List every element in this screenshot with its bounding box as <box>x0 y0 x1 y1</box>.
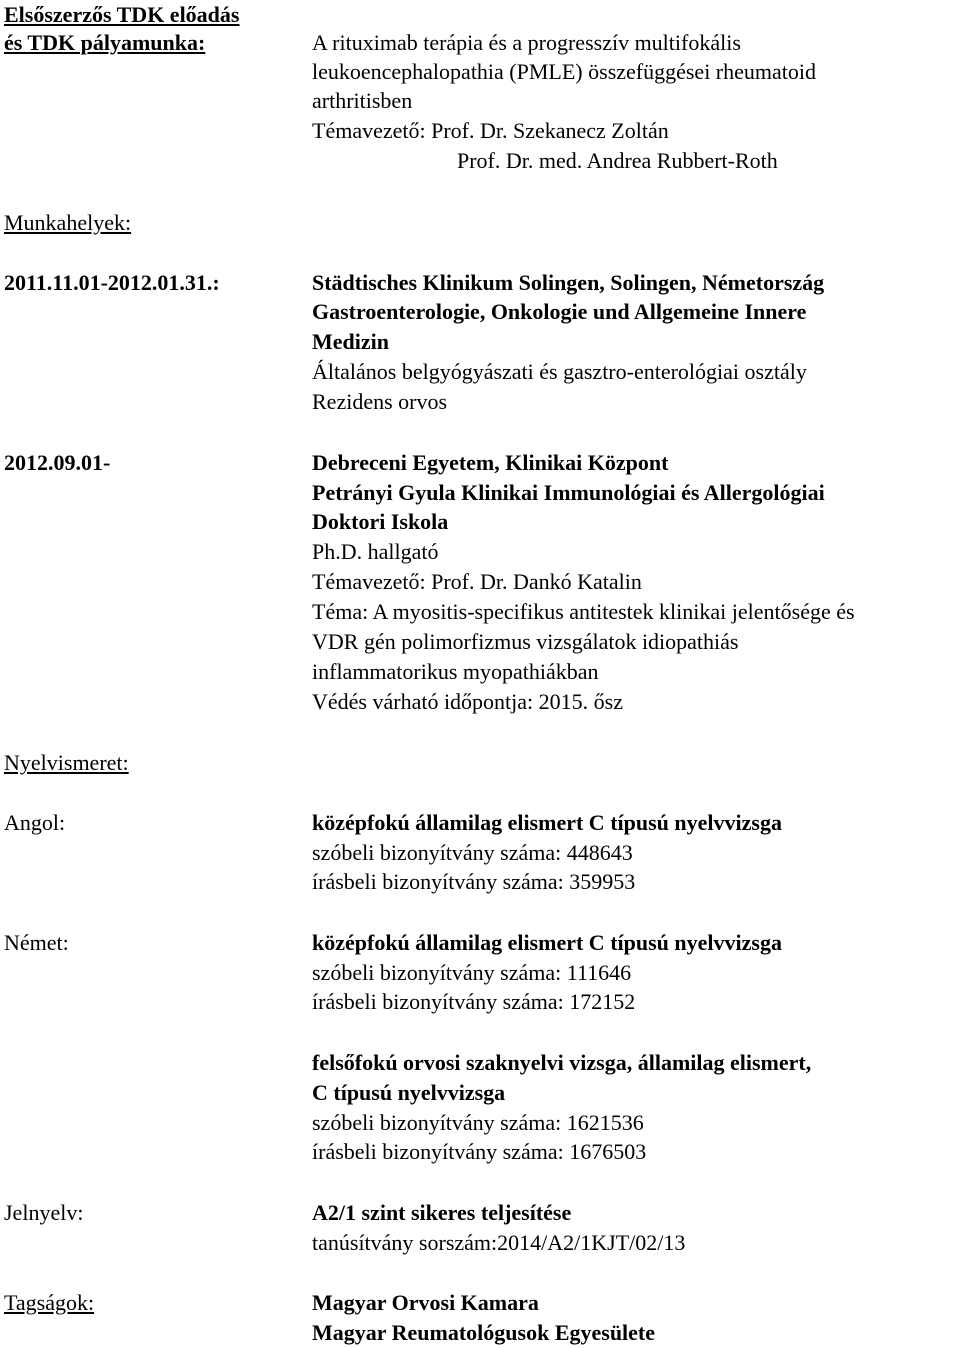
membership-item: Magyar Reumatológusok Egyesülete <box>312 1320 656 1345</box>
workplace-line: inflammatorikus myopathiákban <box>312 659 599 684</box>
german-medical-exam-line1: felsőfokú orvosi szaknyelvi vizsga, államilag elismert, <box>312 1050 812 1075</box>
german-exam: középfokú államilag elismert C típusú nyelvvizsga <box>312 930 782 955</box>
tdk-heading-line2: és TDK pályamunka: <box>4 30 206 55</box>
workplace-date: 2011.11.01-2012.01.31.: <box>4 270 220 295</box>
workplace-bold-line: Petrányi Gyula Klinikai Immunológiai és Allergológiai <box>312 480 825 505</box>
workplace-line: Téma: A myositis-specifikus antitestek klinikai jelentősége és <box>312 599 855 624</box>
german-oral-certificate: szóbeli bizonyítvány száma: 111646 <box>312 960 632 985</box>
memberships-heading: Tagságok: <box>4 1290 95 1315</box>
workplace-line: Témavezető: Prof. Dr. Dankó Katalin <box>312 569 642 594</box>
german-medical-written-certificate: írásbeli bizonyítvány száma: 1676503 <box>312 1139 647 1164</box>
german-medical-oral-certificate: szóbeli bizonyítvány száma: 1621536 <box>312 1110 644 1135</box>
german-label: Német: <box>4 930 69 955</box>
workplace-line: Rezidens orvos <box>312 389 448 414</box>
tdk-supervisor-line2: Prof. Dr. med. Andrea Rubbert-Roth <box>457 148 778 173</box>
english-exam: középfokú államilag elismert C típusú nyelvvizsga <box>312 810 782 835</box>
workplace-line: Általános belgyógyászati és gasztro-enterológiai osztály <box>312 359 807 384</box>
english-label: Angol: <box>4 810 66 835</box>
membership-item: Magyar Orvosi Kamara <box>312 1290 539 1315</box>
workplace-bold-line: Städtisches Klinikum Solingen, Solingen, Németország <box>312 270 825 295</box>
workplace-line: Ph.D. hallgató <box>312 539 439 564</box>
workplaces-heading: Munkahelyek: <box>4 210 132 235</box>
sign-language-exam: A2/1 szint sikeres teljesítése <box>312 1200 572 1225</box>
languages-heading: Nyelvismeret: <box>4 750 129 775</box>
english-written-certificate: írásbeli bizonyítvány száma: 359953 <box>312 869 636 894</box>
tdk-title-line: A rituximab terápia és a progresszív multifokális <box>312 30 741 55</box>
workplace-line: Védés várható időpontja: 2015. ősz <box>312 689 623 714</box>
sign-language-certificate: tanúsítvány sorszám:2014/A2/1KJT/02/13 <box>312 1230 686 1255</box>
tdk-title-line: arthritisben <box>312 88 413 113</box>
tdk-heading-line1: Elsőszerzős TDK előadás <box>4 2 240 27</box>
sign-language-label: Jelnyelv: <box>4 1200 84 1225</box>
workplace-bold-line: Debreceni Egyetem, Klinikai Központ <box>312 450 669 475</box>
workplace-date: 2012.09.01- <box>4 450 111 475</box>
tdk-supervisor-line1: Témavezető: Prof. Dr. Szekanecz Zoltán <box>312 118 669 143</box>
workplace-line: VDR gén polimorfizmus vizsgálatok idiopathiás <box>312 629 739 654</box>
workplace-bold-line: Gastroenterologie, Onkologie und Allgemeine Innere <box>312 299 807 324</box>
tdk-title-line: leukoencephalopathia (PMLE) összefüggései rheumatoid <box>312 59 817 84</box>
german-medical-exam-line2: C típusú nyelvvizsga <box>312 1080 506 1105</box>
workplace-bold-line: Doktori Iskola <box>312 509 449 534</box>
english-oral-certificate: szóbeli bizonyítvány száma: 448643 <box>312 840 633 865</box>
workplace-bold-line: Medizin <box>312 329 389 354</box>
german-written-certificate: írásbeli bizonyítvány száma: 172152 <box>312 989 636 1014</box>
